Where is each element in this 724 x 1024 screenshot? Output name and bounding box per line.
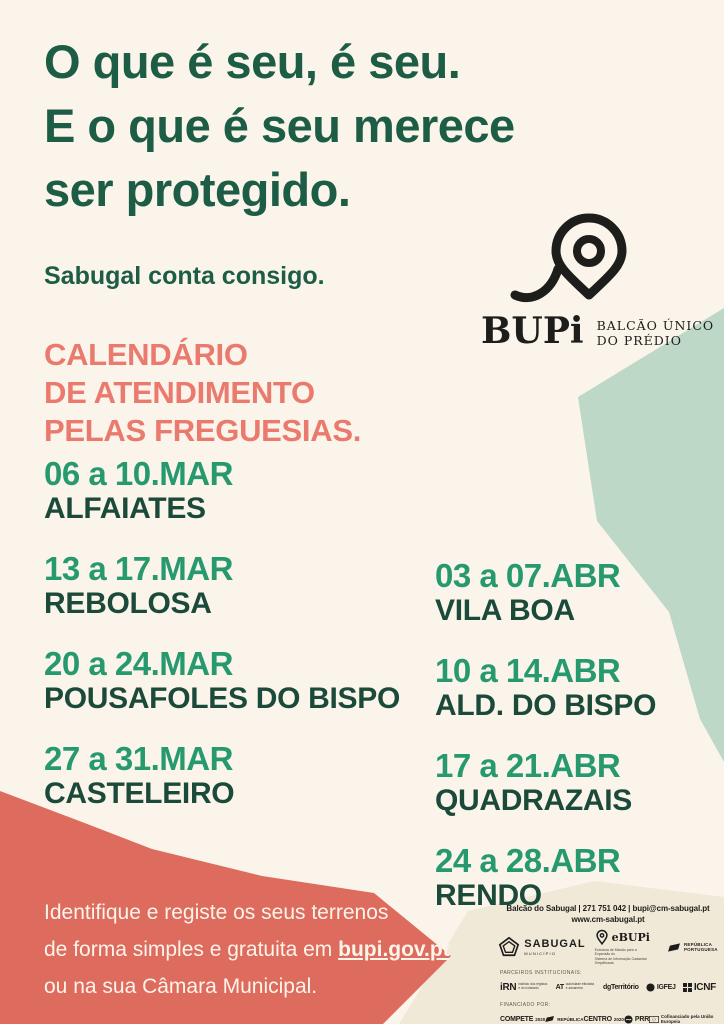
schedule-column-left bbox=[44, 455, 400, 835]
entry-dates: 06 a 10.MAR bbox=[44, 455, 233, 492]
schedule-column-right bbox=[435, 557, 656, 937]
republica-line1: REPÚBLICA bbox=[683, 941, 713, 947]
partners-label: PARCEIROS INSTITUCIONAIS: bbox=[500, 970, 582, 976]
headline-line1: O que é seu, é seu. bbox=[44, 35, 461, 88]
sabugal-municipio-logo bbox=[498, 936, 585, 958]
eu-flag-icon bbox=[649, 1015, 659, 1024]
republica-flag-icon bbox=[668, 942, 681, 953]
section-title-line1: CALENDÁRIO bbox=[44, 337, 248, 372]
republica-line2: PORTUGUESA bbox=[683, 947, 718, 952]
section-title-line3: PELAS FREGUESIAS. bbox=[44, 413, 362, 448]
cta-line1: Identifique e registe os seus terrenos bbox=[44, 901, 389, 924]
schedule-entry bbox=[435, 557, 656, 628]
sabugal-label: SABUGAL bbox=[524, 937, 586, 950]
schedule-entry bbox=[44, 550, 400, 621]
footer-primary-logos bbox=[500, 931, 716, 963]
bupi-pin-icon bbox=[492, 212, 642, 317]
entry-dates: 13 a 17.MAR bbox=[44, 550, 233, 587]
partner-logo-dgterritorio: dgTerritório bbox=[603, 983, 639, 991]
partners-logos bbox=[500, 979, 716, 995]
prr-circle-icon bbox=[624, 1015, 633, 1024]
section-title bbox=[44, 336, 361, 450]
bupi-tagline bbox=[597, 312, 715, 348]
bupi-wordmark: BUPi bbox=[481, 310, 584, 352]
footer-panel bbox=[500, 903, 716, 1024]
cta-line3: ou na sua Câmara Municipal. bbox=[44, 975, 318, 998]
entry-place: VILA BOA bbox=[435, 594, 575, 627]
entry-place: CASTELEIRO bbox=[44, 777, 235, 810]
entry-dates: 10 a 14.ABR bbox=[435, 652, 621, 689]
funder-logo-compete2020: COMPETE 2020 bbox=[500, 1015, 546, 1023]
entry-place: RENDO bbox=[435, 879, 542, 912]
funder-logo-prr: PRR bbox=[624, 1015, 649, 1024]
entry-dates: 20 a 24.MAR bbox=[44, 645, 233, 682]
schedule-entry bbox=[44, 455, 400, 526]
entry-dates: 24 a 28.ABR bbox=[435, 842, 621, 879]
cta-line2-prefix: de forma simples e gratuita em bbox=[44, 938, 339, 961]
funder-logo-republica: REPÚBLICA bbox=[545, 1015, 583, 1023]
headline bbox=[44, 30, 515, 222]
entry-place: POUSAFOLES DO BISPO bbox=[44, 682, 401, 715]
schedule-entry bbox=[435, 652, 656, 723]
entry-dates: 17 a 21.ABR bbox=[435, 747, 621, 784]
ebupi-label: eBUPi bbox=[611, 930, 650, 944]
funder-logo-centro2020: CENTRO 2020 bbox=[583, 1015, 624, 1023]
subheadline: Sabugal conta consigo. bbox=[44, 262, 325, 290]
ebupi-logo bbox=[595, 929, 650, 966]
cta-line2 bbox=[44, 931, 450, 968]
funder-logo-eu: Cofinanciado pela União Europeia bbox=[649, 1014, 716, 1024]
schedule-entry bbox=[44, 645, 400, 716]
entry-dates: 03 a 07.ABR bbox=[435, 557, 621, 594]
schedule-entry bbox=[44, 740, 400, 811]
partner-logo-irn: iRN instituto dos registos e do notariado bbox=[500, 981, 548, 993]
sabugal-sublabel: MUNICÍPIO bbox=[524, 950, 557, 956]
entry-place: ALFAIATES bbox=[44, 492, 206, 525]
sabugal-pentagon-icon bbox=[498, 936, 520, 958]
partner-logo-igfej: IGFEJ bbox=[646, 983, 676, 992]
funded-label: FINANCIADO POR: bbox=[500, 1002, 551, 1008]
entry-dates: 27 a 31.MAR bbox=[44, 740, 233, 777]
funders-logos bbox=[500, 1011, 716, 1024]
partner-logo-at: AT autoridade tributária e aduaneira bbox=[555, 982, 595, 991]
bupi-tagline-line2: DO PRÉDIO bbox=[596, 333, 682, 348]
ebupi-caption: Estrutura de Missão para a Expansão do Sistema de Informação Cadastral Simplificada bbox=[594, 947, 647, 965]
bupi-logo bbox=[481, 312, 714, 350]
cta-text bbox=[44, 894, 450, 1005]
entry-place: REBOLOSA bbox=[44, 587, 212, 620]
bupi-gov-pt-link[interactable]: bupi.gov.pt bbox=[338, 938, 450, 961]
ebupi-pin-icon bbox=[595, 929, 609, 946]
republica-portuguesa-logo bbox=[668, 942, 718, 953]
igfej-circle-icon bbox=[646, 983, 655, 992]
icnf-grid-icon bbox=[683, 983, 692, 992]
headline-line3: ser protegido. bbox=[44, 163, 351, 216]
partner-logo-icnf: ICNF bbox=[683, 982, 716, 993]
schedule-entry bbox=[435, 747, 656, 818]
section-title-line2: DE ATENDIMENTO bbox=[44, 375, 315, 410]
bupi-tagline-line1: BALCÃO ÚNICO bbox=[596, 318, 715, 333]
footer-contact-line2: www.cm-sabugal.pt bbox=[571, 915, 645, 924]
entry-place: QUADRAZAIS bbox=[435, 784, 632, 817]
republica-flag-small-icon bbox=[545, 1015, 555, 1023]
footer-contact-line1: Balcão do Sabugal | 271 751 042 | bupi@cm-sabugal.pt bbox=[506, 904, 710, 913]
entry-place: ALD. DO BISPO bbox=[435, 689, 657, 722]
headline-line2: E o que é seu merece bbox=[44, 99, 515, 152]
